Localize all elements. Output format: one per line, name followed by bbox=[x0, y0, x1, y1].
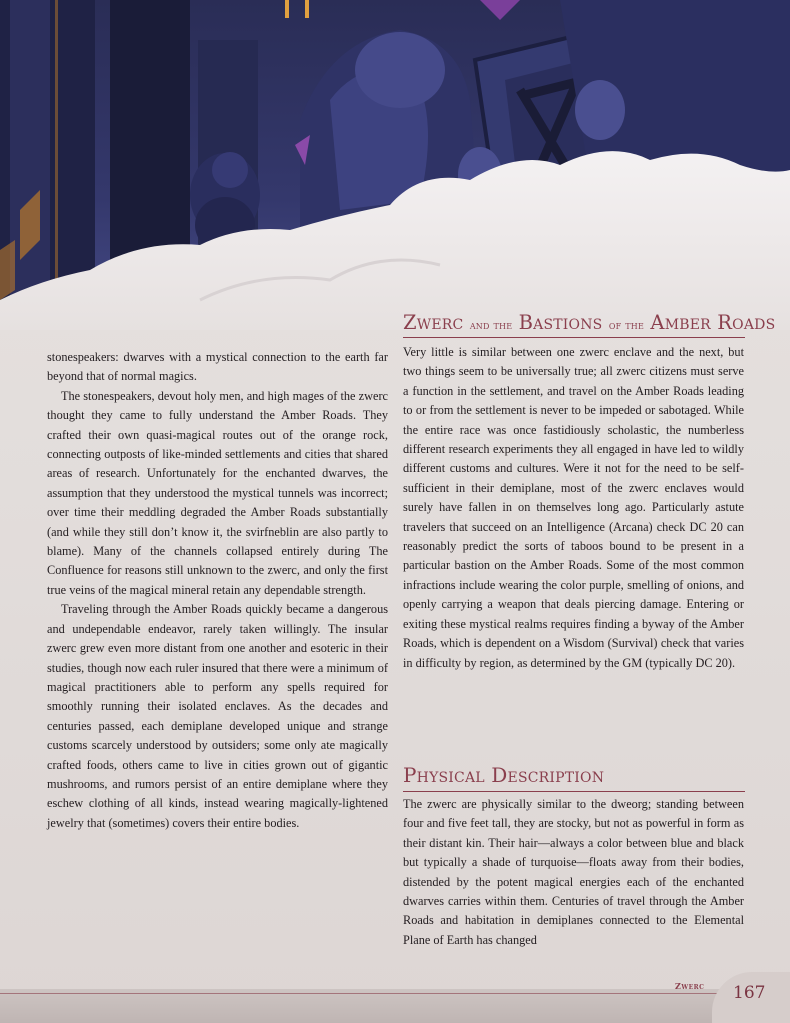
heading-word: Bastions bbox=[518, 311, 603, 334]
dwarves-illustration bbox=[0, 0, 790, 330]
heading-word: of the bbox=[608, 318, 644, 332]
left-paragraph-1: stonespeakers: dwarves with a mystical connection to the earth far beyond that of normal magics. bbox=[47, 350, 388, 384]
footer-chapter-label: Zwerc bbox=[675, 981, 705, 991]
left-column bbox=[47, 348, 388, 833]
right-paragraph-1: Very little is similar between one zwerc enclave and the next, but two things seem to be universally true; all zwerc citizens must serve a function in the settlement, and travel on the Amber Roads leading to or from the settlement is never to be impeded or sabotaged. While the entire race was once fastidiously scholastic, the numberless different research experiments they all engaged in have led to wildly different customs and cultures. Were it not for the need to be self-sufficient in their demiplane, most of the zwerc enclaves would surely have fallen in on themselves long ago. Particularly astute travelers that succeed on an Intelligence (Arcana) check DC 20 can reasonably predict the sorts of taboos bound to be present in a particular bastion on the Amber Roads. Some of the most common infractions include wearing the color purple, smelling of onions, and openly carrying a weapon that deals piercing damage. Entering or exiting these mystical realms requires finding a byway of the Amber Roads, which is dependent on a Wisdom (Survival) check that varies in difficulty by region, as determined by the GM (typically DC 20). bbox=[403, 345, 744, 670]
footer-band bbox=[0, 989, 790, 1023]
heading-underline bbox=[403, 791, 745, 792]
section-heading-physical-description: Physical Description bbox=[403, 763, 605, 787]
page-number: 167 bbox=[733, 983, 766, 1003]
heading-word: Zwerc bbox=[403, 311, 464, 334]
left-paragraph-3: Traveling through the Amber Roads quickly became a dangerous and undependable endeavor, rarely taken willingly. The insular zwerc grew even more distant from one another and esoteric in their studies, though now each ruler insured that there were a minimum of magical practitioners able to perform any spells required for smoothly running their isolated enclaves. As the decades and centuries passed, each demiplane developed unique and strange customs scarcely understood by outsiders; some only ate magically crafted foods, others came to live in cities grown out of gigantic mushrooms, and rumors persist of an entire demiplane where they eschew clothing of all kinds, instead wearing magically-lightened jewelry that (sometimes) covers their entire bodies. bbox=[47, 602, 388, 830]
heading-word: and the bbox=[469, 318, 513, 332]
right-column-continued bbox=[403, 795, 744, 950]
section-heading-amber-roads bbox=[403, 311, 775, 334]
heading-underline bbox=[403, 337, 745, 338]
footer-rule bbox=[0, 993, 790, 994]
heading-word: Amber Roads bbox=[650, 311, 776, 334]
left-paragraph-2: The stonespeakers, devout holy men, and high mages of the zwerc thought they came to fully understand the Amber Roads. They crafted their own quasi-magical routes out of the orange rock, connecting outposts of like-minded settlements and cities that shared areas of research. Unfortunately for the enchanted dwarves, the assumption that they understood the mystical tunnels was incorrect; over time their meddling degraded the Amber Roads substantially (and while they still don’t know it, the svirfneblin are also partly to blame). Many of the channels collapsed entirely during The Confluence for reasons still unknown to the zwerc, and only the first true veins of the magical mineral retain any dependable strength. bbox=[47, 388, 388, 597]
right-column bbox=[403, 343, 744, 673]
right-paragraph-2: The zwerc are physically similar to the dweorg; standing between four and five feet tall, they are stocky, but not as powerful in form as their distant kin. Their hair—always a color between blue and black but typically a shade of turquoise—floats away from their bodies, distended by the potent magical energies each of the enchanted dwarves carries within them. Centuries of travel through the Amber Roads and habitation in demiplanes connected to the Elemental Plane of Earth has changed bbox=[403, 797, 744, 947]
